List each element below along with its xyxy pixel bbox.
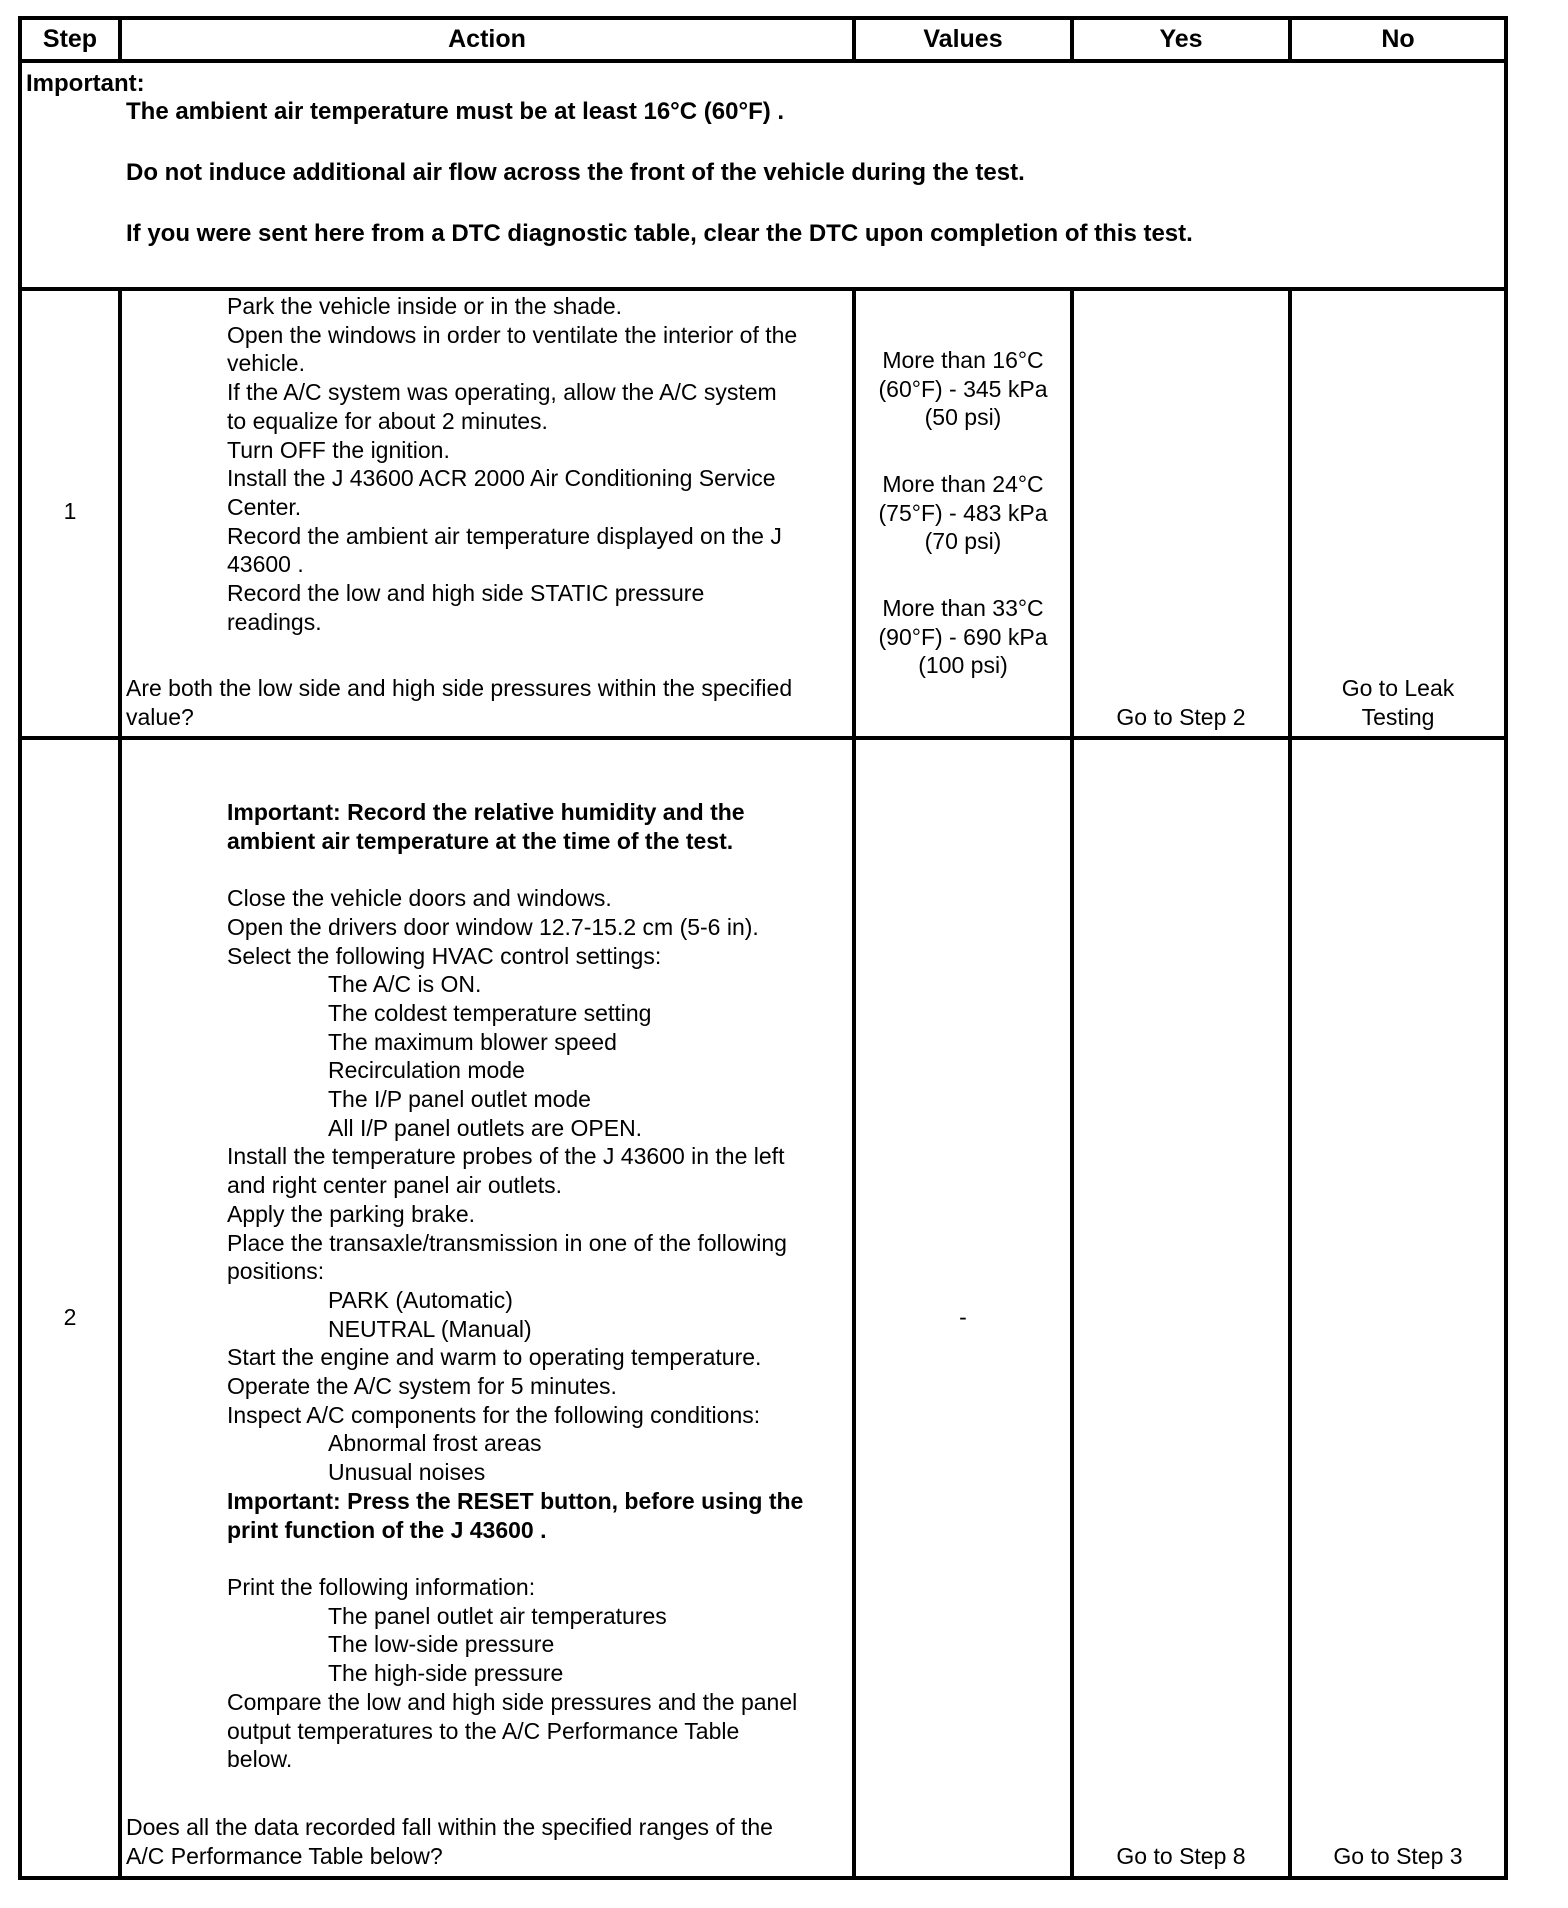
value-line: More than 33°C [882, 595, 1044, 621]
value-line: More than 16°C [882, 347, 1044, 373]
step2-yes-link[interactable]: Go to Step 8 [1116, 1843, 1246, 1869]
important-line-2: Do not induce additional air flow across the front of the vehicle during the test. [126, 159, 1025, 186]
action-line: Print the following information: [227, 1573, 536, 1600]
action-line: output temperatures to the A/C Performance Table [227, 1717, 740, 1744]
step2-question [126, 1813, 773, 1870]
important-line-1: The ambient air temperature must be at least 16°C (60°F) . [126, 98, 785, 125]
sub-item: NEUTRAL (Manual) [328, 1315, 532, 1342]
step1-divider [22, 736, 1504, 740]
col-divider-yes [1288, 287, 1292, 1876]
sub-item: PARK (Automatic) [328, 1286, 513, 1313]
action-line: to equalize for about 2 minutes. [227, 407, 548, 434]
question-line: A/C Performance Table below? [126, 1842, 443, 1869]
step1-value-1 [856, 346, 1070, 432]
action-line: Open the drivers door window 12.7-15.2 cm (5-6 in). [227, 913, 759, 940]
sub-item: The low-side pressure [328, 1631, 555, 1658]
action-line: Install the J 43600 ACR 2000 Air Conditioning Service [227, 465, 776, 492]
header-divider [22, 59, 1504, 63]
header-yes: Yes [1159, 25, 1203, 53]
action-line: 43600 . [227, 551, 304, 578]
sub-item: The panel outlet air temperatures [328, 1602, 667, 1629]
action-line: Record the low and high side STATIC pressure [227, 580, 705, 607]
spacer [227, 1544, 803, 1573]
value-line: (75°F) - 483 kPa [878, 499, 1048, 526]
sub-item: All I/P panel outlets are OPEN. [328, 1114, 643, 1141]
value-line: (100 psi) [918, 652, 1008, 679]
value-line: (90°F) - 690 kPa [878, 623, 1048, 650]
action-line: Compare the low and high side pressures and the panel [227, 1688, 798, 1715]
action-line: Install the temperature probes of the J 43600 in the left [227, 1143, 785, 1170]
step1-value-3 [856, 594, 1070, 680]
action-line: and right center panel air outlets. [227, 1172, 562, 1199]
col-divider-step [118, 287, 122, 1876]
step1-question [126, 674, 792, 731]
action-line: Turn OFF the ignition. [227, 436, 450, 463]
important-divider [22, 287, 1504, 291]
action-line: Record the ambient air temperature displayed on the J [227, 522, 782, 549]
step1-no-link[interactable] [1292, 674, 1504, 731]
question-line: Are both the low side and high side pressures within the specified [126, 675, 793, 701]
step1-value-2 [856, 470, 1070, 556]
step1-action-list [227, 292, 797, 636]
diagnostic-table [18, 16, 1508, 1880]
sub-item: The A/C is ON. [328, 971, 482, 998]
action-line: Select the following HVAC control settings: [227, 942, 662, 969]
action-line: Center. [227, 493, 302, 520]
important-note: print function of the J 43600 . [227, 1516, 547, 1543]
action-line: Open the windows in order to ventilate the interior of the [227, 321, 798, 348]
action-line: Inspect A/C components for the following conditions: [227, 1401, 761, 1428]
question-line: Does all the data recorded fall within the specified ranges of the [126, 1814, 773, 1840]
sub-item: The I/P panel outlet mode [328, 1086, 591, 1113]
value-line: (70 psi) [924, 528, 1002, 555]
sub-item: The coldest temperature setting [328, 999, 652, 1026]
action-line: readings. [227, 608, 322, 635]
value-line: (60°F) - 345 kPa [878, 375, 1048, 402]
sub-item: The maximum blower speed [328, 1028, 617, 1055]
action-line: positions: [227, 1258, 325, 1285]
sub-item: Recirculation mode [328, 1057, 525, 1084]
action-line: below. [227, 1746, 293, 1773]
important-line-3: If you were sent here from a DTC diagnostic table, clear the DTC upon completion of this test. [126, 220, 1193, 247]
value-line: More than 24°C [882, 471, 1044, 497]
important-label: Important: [26, 70, 145, 97]
step-number: 2 [63, 1304, 77, 1330]
spacer [227, 855, 803, 884]
header-action: Action [448, 25, 526, 53]
col-divider-values [1070, 287, 1074, 1876]
value-line: (50 psi) [924, 404, 1002, 431]
important-note: ambient air temperature at the time of the test. [227, 827, 734, 854]
important-note: Important: Record the relative humidity and the [227, 799, 745, 825]
header-step: Step [42, 25, 98, 53]
header-values: Values [923, 25, 1003, 53]
step2-action-list [227, 798, 803, 1774]
no-line: Go to Leak [1341, 675, 1455, 701]
action-line: If the A/C system was operating, allow the A/C system [227, 379, 777, 406]
action-line: Close the vehicle doors and windows. [227, 885, 612, 912]
action-line: Place the transaxle/transmission in one of the following [227, 1229, 787, 1256]
action-line: Start the engine and warm to operating temperature. [227, 1344, 762, 1371]
question-line: value? [126, 703, 194, 730]
step2-no-link[interactable]: Go to Step 3 [1333, 1843, 1463, 1869]
step-number: 1 [63, 498, 77, 524]
step2-value: - [959, 1304, 967, 1330]
action-line: Apply the parking brake. [227, 1200, 476, 1227]
sub-item: Unusual noises [328, 1459, 486, 1486]
sub-item: Abnormal frost areas [328, 1430, 542, 1457]
action-line: Park the vehicle inside or in the shade. [227, 293, 623, 319]
action-line: Operate the A/C system for 5 minutes. [227, 1373, 617, 1400]
no-line: Testing [1361, 703, 1435, 730]
important-note: Important: Press the RESET button, before using the [227, 1487, 804, 1514]
header-no: No [1381, 25, 1415, 53]
action-line: vehicle. [227, 350, 305, 377]
sub-item: The high-side pressure [328, 1660, 564, 1687]
step1-yes-link[interactable]: Go to Step 2 [1116, 704, 1246, 730]
